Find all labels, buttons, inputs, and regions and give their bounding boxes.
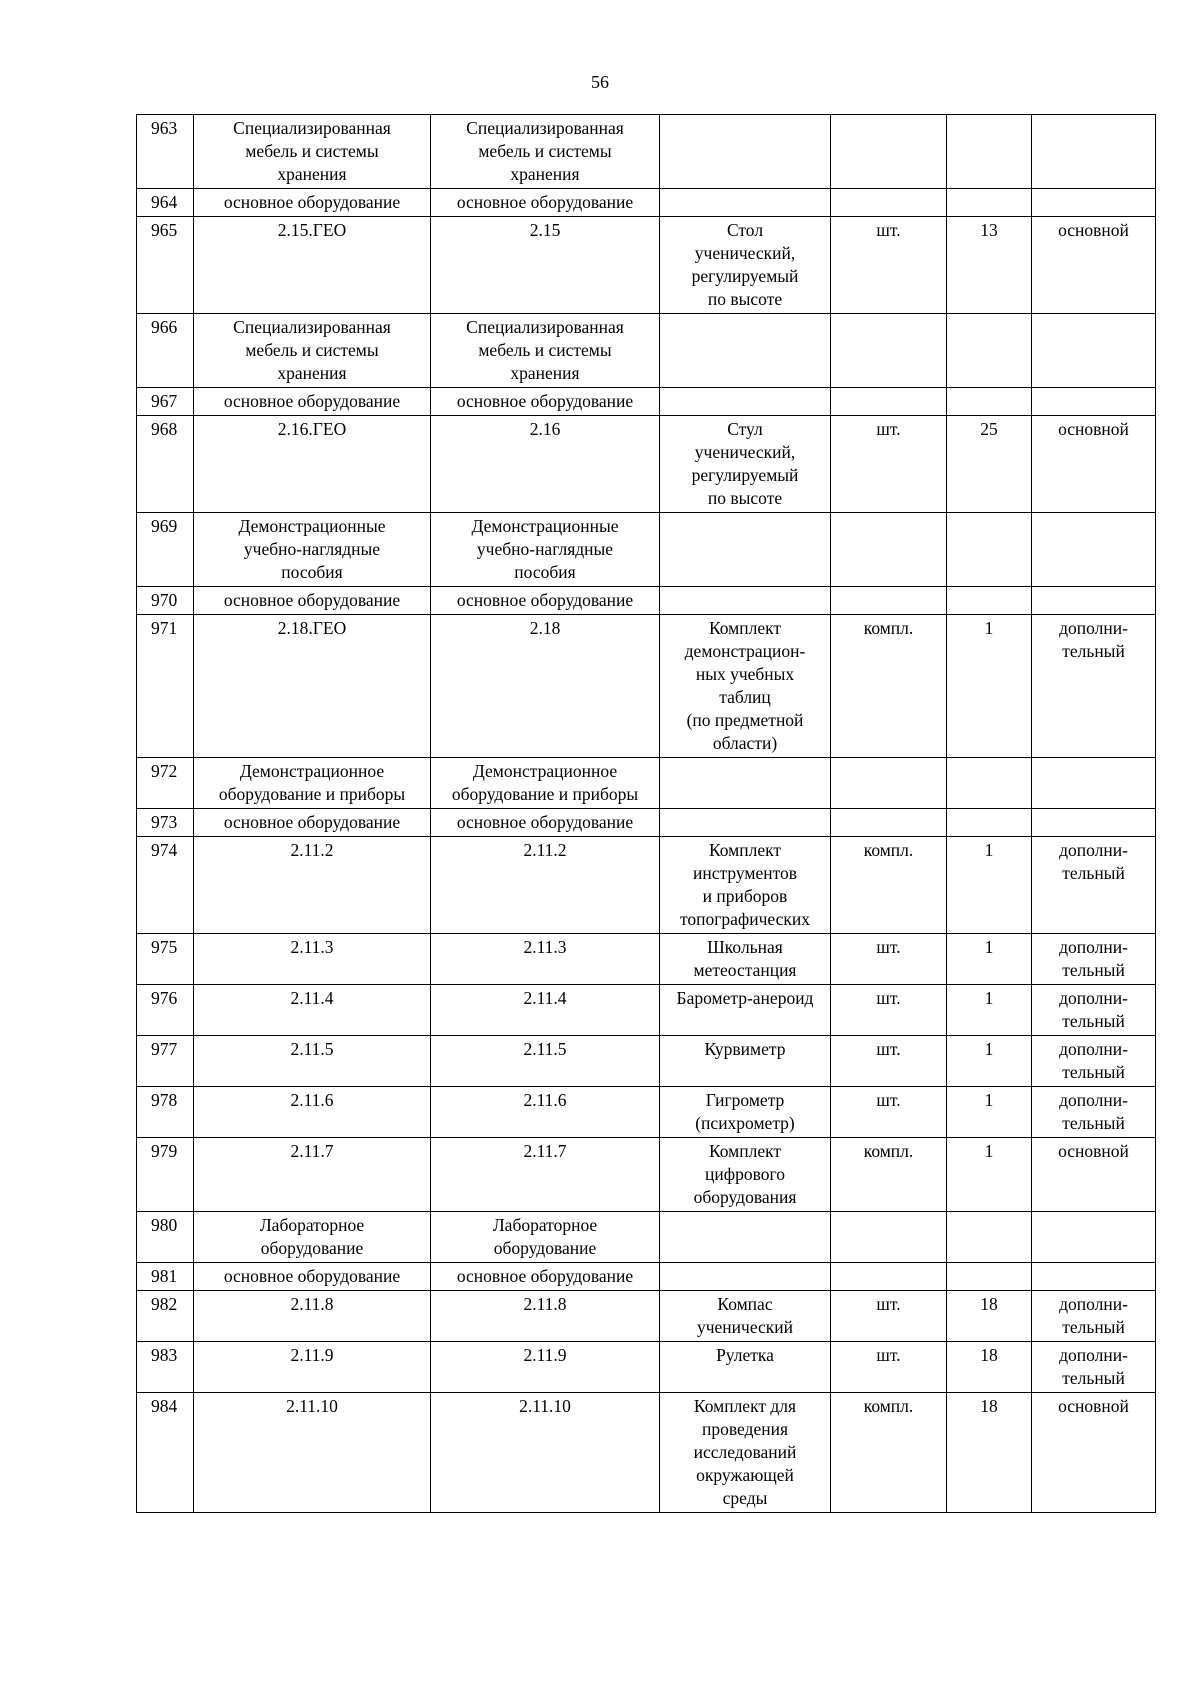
code-cell: Демонстрационное оборудование и приборы: [194, 758, 431, 809]
unit-cell: шт.: [831, 217, 947, 314]
row-number: 977: [137, 1036, 194, 1087]
code-cell: 2.15.ГЕО: [194, 217, 431, 314]
table-row: [137, 1342, 1156, 1393]
code-cell: 2.18.ГЕО: [194, 615, 431, 758]
unit-cell: компл.: [831, 615, 947, 758]
row-number: 974: [137, 837, 194, 934]
table-row: [137, 314, 1156, 388]
code-cell: 2.11.3: [194, 934, 431, 985]
quantity-cell: 13: [947, 217, 1032, 314]
code-cell: Лабораторное оборудование: [194, 1212, 431, 1263]
code-cell: основное оборудование: [194, 587, 431, 615]
table-row: [137, 934, 1156, 985]
type-cell: основной: [1032, 1138, 1156, 1212]
quantity-cell: 1: [947, 1036, 1032, 1087]
unit-cell: шт.: [831, 1036, 947, 1087]
table-row: [137, 1263, 1156, 1291]
quantity-cell: [947, 758, 1032, 809]
unit-cell: шт.: [831, 416, 947, 513]
item-name-cell: Курвиметр: [660, 1036, 831, 1087]
row-number: 967: [137, 388, 194, 416]
type-cell: основной: [1032, 217, 1156, 314]
row-number: 972: [137, 758, 194, 809]
table-row: [137, 1087, 1156, 1138]
code-cell: 2.11.7: [194, 1138, 431, 1212]
row-number: 966: [137, 314, 194, 388]
code-cell: основное оборудование: [194, 189, 431, 217]
table-row: [137, 587, 1156, 615]
unit-cell: [831, 758, 947, 809]
item-name-cell: Комплект инструментов и приборов топографических: [660, 837, 831, 934]
item-name-cell: [660, 314, 831, 388]
code-cell: основное оборудование: [194, 1263, 431, 1291]
code-cell: 2.11.8: [194, 1291, 431, 1342]
code-short-cell: Специализированная мебель и системы хранения: [431, 314, 660, 388]
quantity-cell: [947, 1212, 1032, 1263]
type-cell: [1032, 587, 1156, 615]
code-cell: Специализированная мебель и системы хранения: [194, 314, 431, 388]
table-row: [137, 1036, 1156, 1087]
unit-cell: [831, 189, 947, 217]
table-row: [137, 809, 1156, 837]
row-number: 969: [137, 513, 194, 587]
table-row: [137, 1393, 1156, 1513]
equipment-table: [136, 114, 1156, 1513]
quantity-cell: [947, 388, 1032, 416]
code-short-cell: основное оборудование: [431, 189, 660, 217]
type-cell: дополни- тельный: [1032, 1342, 1156, 1393]
item-name-cell: [660, 388, 831, 416]
item-name-cell: [660, 587, 831, 615]
unit-cell: [831, 513, 947, 587]
row-number: 979: [137, 1138, 194, 1212]
quantity-cell: 18: [947, 1342, 1032, 1393]
row-number: 981: [137, 1263, 194, 1291]
item-name-cell: Комплект для проведения исследований окружающей среды: [660, 1393, 831, 1513]
row-number: 976: [137, 985, 194, 1036]
code-cell: основное оборудование: [194, 809, 431, 837]
unit-cell: шт.: [831, 934, 947, 985]
code-short-cell: 2.11.7: [431, 1138, 660, 1212]
code-short-cell: основное оборудование: [431, 388, 660, 416]
unit-cell: шт.: [831, 1087, 947, 1138]
item-name-cell: [660, 758, 831, 809]
code-short-cell: 2.11.6: [431, 1087, 660, 1138]
item-name-cell: Стол ученический, регулируемый по высоте: [660, 217, 831, 314]
table-row: [137, 416, 1156, 513]
table-row: [137, 985, 1156, 1036]
quantity-cell: 1: [947, 985, 1032, 1036]
type-cell: основной: [1032, 416, 1156, 513]
table-row: [137, 837, 1156, 934]
item-name-cell: Стул ученический, регулируемый по высоте: [660, 416, 831, 513]
code-short-cell: 2.11.2: [431, 837, 660, 934]
quantity-cell: 1: [947, 1087, 1032, 1138]
quantity-cell: [947, 314, 1032, 388]
type-cell: [1032, 115, 1156, 189]
row-number: 975: [137, 934, 194, 985]
code-short-cell: 2.15: [431, 217, 660, 314]
code-cell: 2.11.9: [194, 1342, 431, 1393]
type-cell: [1032, 1212, 1156, 1263]
item-name-cell: Компас ученический: [660, 1291, 831, 1342]
item-name-cell: Комплект цифрового оборудования: [660, 1138, 831, 1212]
type-cell: [1032, 809, 1156, 837]
row-number: 984: [137, 1393, 194, 1513]
row-number: 963: [137, 115, 194, 189]
table-row: [137, 758, 1156, 809]
row-number: 971: [137, 615, 194, 758]
type-cell: дополни- тельный: [1032, 1036, 1156, 1087]
quantity-cell: 1: [947, 837, 1032, 934]
code-short-cell: основное оборудование: [431, 809, 660, 837]
type-cell: дополни- тельный: [1032, 934, 1156, 985]
row-number: 978: [137, 1087, 194, 1138]
row-number: 980: [137, 1212, 194, 1263]
row-number: 968: [137, 416, 194, 513]
unit-cell: компл.: [831, 1138, 947, 1212]
type-cell: дополни- тельный: [1032, 1291, 1156, 1342]
quantity-cell: 25: [947, 416, 1032, 513]
code-short-cell: 2.11.10: [431, 1393, 660, 1513]
row-number: 973: [137, 809, 194, 837]
code-short-cell: 2.16: [431, 416, 660, 513]
type-cell: дополни- тельный: [1032, 615, 1156, 758]
code-short-cell: основное оборудование: [431, 1263, 660, 1291]
code-cell: 2.11.10: [194, 1393, 431, 1513]
code-short-cell: 2.11.4: [431, 985, 660, 1036]
item-name-cell: [660, 513, 831, 587]
code-cell: 2.11.6: [194, 1087, 431, 1138]
code-short-cell: Лабораторное оборудование: [431, 1212, 660, 1263]
table-row: [137, 1212, 1156, 1263]
page-number: 56: [591, 72, 609, 92]
unit-cell: [831, 809, 947, 837]
unit-cell: компл.: [831, 1393, 947, 1513]
code-short-cell: Демонстрационное оборудование и приборы: [431, 758, 660, 809]
type-cell: дополни- тельный: [1032, 1087, 1156, 1138]
quantity-cell: [947, 809, 1032, 837]
row-number: 964: [137, 189, 194, 217]
unit-cell: шт.: [831, 1342, 947, 1393]
type-cell: [1032, 758, 1156, 809]
item-name-cell: Рулетка: [660, 1342, 831, 1393]
code-short-cell: 2.11.3: [431, 934, 660, 985]
table-row: [137, 189, 1156, 217]
type-cell: [1032, 189, 1156, 217]
table-row: [137, 388, 1156, 416]
code-cell: 2.11.4: [194, 985, 431, 1036]
table-row: [137, 217, 1156, 314]
unit-cell: [831, 388, 947, 416]
unit-cell: [831, 115, 947, 189]
unit-cell: [831, 587, 947, 615]
table-row: [137, 115, 1156, 189]
code-short-cell: основное оборудование: [431, 587, 660, 615]
type-cell: основной: [1032, 1393, 1156, 1513]
type-cell: [1032, 314, 1156, 388]
code-cell: основное оборудование: [194, 388, 431, 416]
item-name-cell: Гигрометр (психрометр): [660, 1087, 831, 1138]
item-name-cell: Комплект демонстрацион- ных учебных таблиц (по предметной области): [660, 615, 831, 758]
code-cell: Специализированная мебель и системы хранения: [194, 115, 431, 189]
code-cell: 2.16.ГЕО: [194, 416, 431, 513]
row-number: 983: [137, 1342, 194, 1393]
type-cell: [1032, 1263, 1156, 1291]
quantity-cell: [947, 115, 1032, 189]
quantity-cell: [947, 513, 1032, 587]
table-row: [137, 615, 1156, 758]
item-name-cell: [660, 115, 831, 189]
code-cell: 2.11.5: [194, 1036, 431, 1087]
item-name-cell: [660, 1263, 831, 1291]
table-row: [137, 1291, 1156, 1342]
unit-cell: [831, 1263, 947, 1291]
row-number: 982: [137, 1291, 194, 1342]
code-short-cell: 2.18: [431, 615, 660, 758]
code-short-cell: Демонстрационные учебно-наглядные пособия: [431, 513, 660, 587]
type-cell: [1032, 513, 1156, 587]
code-short-cell: Специализированная мебель и системы хранения: [431, 115, 660, 189]
quantity-cell: [947, 1263, 1032, 1291]
unit-cell: [831, 314, 947, 388]
code-cell: 2.11.2: [194, 837, 431, 934]
row-number: 970: [137, 587, 194, 615]
item-name-cell: Школьная метеостанция: [660, 934, 831, 985]
item-name-cell: [660, 1212, 831, 1263]
row-number: 965: [137, 217, 194, 314]
quantity-cell: 1: [947, 934, 1032, 985]
quantity-cell: [947, 189, 1032, 217]
item-name-cell: [660, 809, 831, 837]
code-short-cell: 2.11.9: [431, 1342, 660, 1393]
code-short-cell: 2.11.5: [431, 1036, 660, 1087]
type-cell: дополни- тельный: [1032, 985, 1156, 1036]
quantity-cell: 1: [947, 615, 1032, 758]
item-name-cell: [660, 189, 831, 217]
unit-cell: шт.: [831, 985, 947, 1036]
unit-cell: шт.: [831, 1291, 947, 1342]
code-short-cell: 2.11.8: [431, 1291, 660, 1342]
quantity-cell: [947, 587, 1032, 615]
type-cell: дополни- тельный: [1032, 837, 1156, 934]
unit-cell: компл.: [831, 837, 947, 934]
item-name-cell: Барометр-анероид: [660, 985, 831, 1036]
code-cell: Демонстрационные учебно-наглядные пособия: [194, 513, 431, 587]
type-cell: [1032, 388, 1156, 416]
unit-cell: [831, 1212, 947, 1263]
table-row: [137, 513, 1156, 587]
table-row: [137, 1138, 1156, 1212]
quantity-cell: 1: [947, 1138, 1032, 1212]
quantity-cell: 18: [947, 1291, 1032, 1342]
quantity-cell: 18: [947, 1393, 1032, 1513]
